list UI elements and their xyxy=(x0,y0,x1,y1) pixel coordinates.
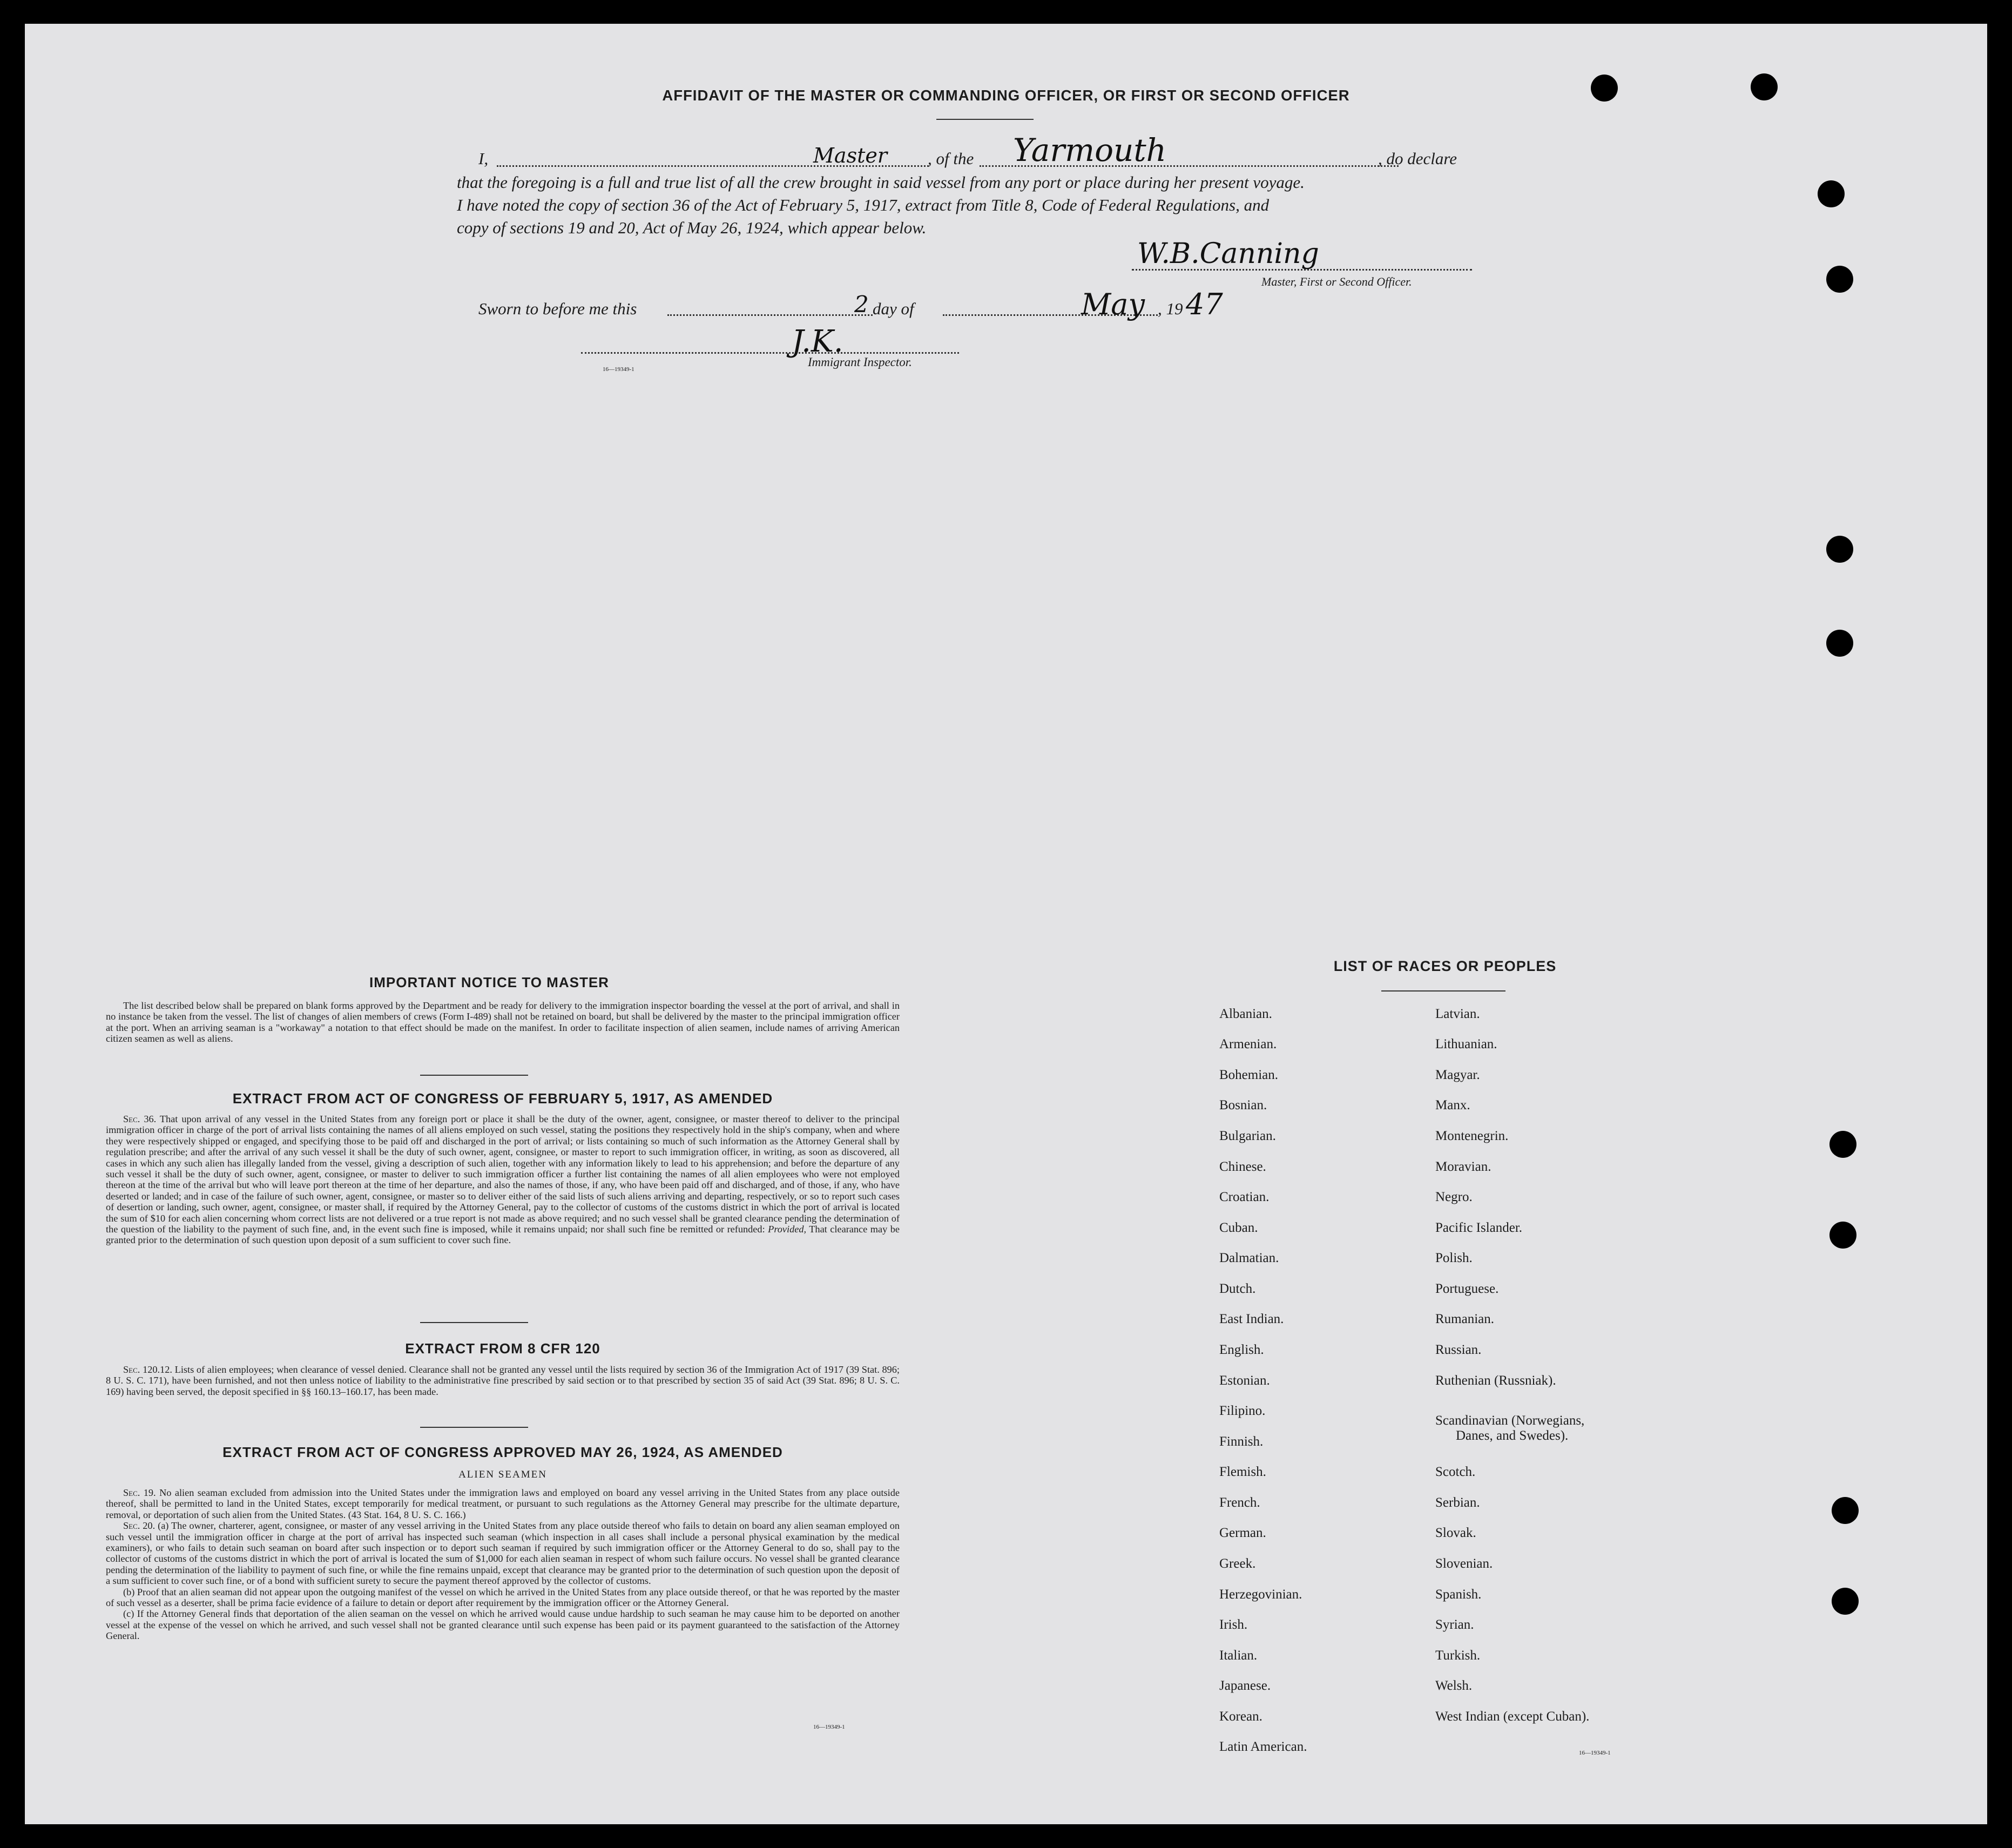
punch-hole xyxy=(1832,1497,1859,1524)
race-item: Ruthenian (Russniak). xyxy=(1435,1373,1556,1388)
race-item: Bulgarian. xyxy=(1219,1129,1276,1143)
filled-month: May xyxy=(1081,287,1145,321)
notice-paragraph: The list described below shall be prepared on blank forms approved by the Department and be ready for delivery to the immigration inspector boarding the vessel at the port of arrival, and shall in no instance be taken from the vessel. The list of changes of alien members of crews (Form I-489) shall not be retained on board, but shall be delivered by the master to the principal immigration officer at the port. When an arriving seaman is a "workaway" a notation to that effect should be made on the manifest. In order to facilitate inspection of alien seamen, include names of arriving American citizen seamen as well as aliens. xyxy=(106,1000,900,1044)
declaration-line-1: that the foregoing is a full and true list of all the crew brought in said vessel from any port or place during her present voyage. xyxy=(457,173,1305,192)
race-item: Manx. xyxy=(1435,1098,1470,1112)
section-19-label: Sec. 19. xyxy=(123,1487,156,1498)
race-item: Russian. xyxy=(1435,1343,1482,1357)
notice-body xyxy=(106,1000,900,1044)
section-20-label: Sec. 20. xyxy=(123,1520,156,1532)
paragraph-c: (c) If the Attorney General finds that deportation of the alien seaman on the vessel on which he arrived would cause undue hardship to such seaman he may cause him to be deported on another vessel at the expense of the vessel on which he arrived, and such vessel shall not be granted clearance until such expense has been paid or its payment guaranteed to the satisfaction of the Attorney General. xyxy=(106,1608,900,1642)
filled-year: 47 xyxy=(1186,287,1223,321)
race-item: Irish. xyxy=(1219,1617,1248,1632)
affidavit-i-label: I, xyxy=(478,149,489,168)
race-item: Lithuanian. xyxy=(1435,1037,1497,1051)
race-item: Flemish. xyxy=(1219,1465,1266,1479)
race-item: Moravian. xyxy=(1435,1159,1491,1174)
race-item: Chinese. xyxy=(1219,1159,1266,1174)
day-line xyxy=(667,314,873,316)
race-item: Korean. xyxy=(1219,1709,1262,1724)
form-number: 16—19349-1 xyxy=(1579,1750,1611,1756)
filled-day: 2 xyxy=(854,291,869,318)
signer-title: Master, First or Second Officer. xyxy=(1261,275,1412,288)
race-item: Polish. xyxy=(1435,1251,1473,1265)
form-number: 16—19349-1 xyxy=(813,1724,845,1730)
section-rule xyxy=(420,1322,528,1323)
form-number: 16—19349-1 xyxy=(603,366,634,373)
declaration-line-2: I have noted the copy of section 36 of the Act of February 5, 1917, extract from Title 8, Code of Federal Regulations, and xyxy=(457,195,1270,214)
race-item: Croatian. xyxy=(1219,1190,1270,1204)
race-item: German. xyxy=(1219,1526,1266,1540)
master-signature: W.B.Canning xyxy=(1137,238,1319,270)
race-item: Cuban. xyxy=(1219,1220,1258,1235)
inspector-signature: J.K. xyxy=(792,324,843,359)
sworn-label: Sworn to before me this xyxy=(478,299,637,318)
race-item: Serbian. xyxy=(1435,1495,1480,1510)
filled-role: Master xyxy=(813,144,887,167)
race-item: East Indian. xyxy=(1219,1312,1284,1326)
race-item: Japanese. xyxy=(1219,1678,1271,1693)
section-20-paragraph xyxy=(106,1520,900,1586)
race-item: Estonian. xyxy=(1219,1373,1270,1388)
race-item: Pacific Islander. xyxy=(1435,1220,1523,1235)
race-item: Latvian. xyxy=(1435,1007,1480,1021)
section-36-text-end: That clearance may be granted prior to the determination of such question upon deposit of a sum sufficient to cover such fine. xyxy=(106,1224,900,1246)
race-item: Turkish. xyxy=(1435,1648,1481,1663)
year-prefix: , 19 xyxy=(1158,299,1183,318)
race-item: West Indian (except Cuban). xyxy=(1435,1709,1590,1724)
declaration-line-3: copy of sections 19 and 20, Act of May 26, 1924, which appear below. xyxy=(457,218,927,237)
paragraph-b: (b) Proof that an alien seaman did not appear upon the outgoing manifest of the vessel on which he arrived in the United States from any place outside thereof, or that he was reported by the master of such vessel as a deserter, shall be prima facie evidence of a failure to detain or deport after requirement by the immigration officer or the Attorney General. xyxy=(106,1586,900,1609)
races-title: LIST OF RACES OR PEOPLES xyxy=(1333,958,1557,974)
race-item: Negro. xyxy=(1435,1190,1473,1204)
race-item: Dalmatian. xyxy=(1219,1251,1279,1265)
race-item: Finnish. xyxy=(1219,1434,1264,1449)
race-item: Filipino. xyxy=(1219,1404,1266,1418)
race-item: French. xyxy=(1219,1495,1260,1510)
race-item: Italian. xyxy=(1219,1648,1258,1663)
provided-word: Provided, xyxy=(768,1224,807,1235)
section-120-text: Lists of alien employees; when clearance of vessel denied. Clearance shall not be granted any vessel until the lists required by section 36 of the Immigration Act of 1917 (39 Stat. 896; 8 U. S. C. 171), have been furnished, and not then unless notice of liability to the administrative fine prescribed by said section or to that prescribed by section 35 of said Act (39 Stat. 896; 8 U. S. C. 169) having been served, the deposit specified in §§ 160.13–160.17, has been made. xyxy=(106,1364,900,1397)
alien-seamen-subtitle: ALIEN SEAMEN xyxy=(458,1469,547,1480)
filled-vessel: Yarmouth xyxy=(1013,132,1167,168)
extract-1917-title: EXTRACT FROM ACT OF CONGRESS OF FEBRUARY 5, 1917, AS AMENDED xyxy=(232,1090,773,1107)
extract-1924-title: EXTRACT FROM ACT OF CONGRESS APPROVED MAY 26, 1924, AS AMENDED xyxy=(222,1444,783,1460)
extract-cfr-title: EXTRACT FROM 8 CFR 120 xyxy=(405,1340,600,1357)
section-36-label: Sec. 36. xyxy=(123,1114,157,1124)
punch-hole xyxy=(1832,1588,1859,1615)
race-item: Montenegrin. xyxy=(1435,1129,1509,1143)
race-item: Scotch. xyxy=(1435,1465,1476,1479)
section-19-text: No alien seaman excluded from admission into the United States under the immigration laws and employed on board any vessel arriving in the United States from any place outside thereof, shall be permitted to land in the United States, except temporarily for medical treatment, or pursuant to such regulations as the Attorney General may prescribe for the ultimate departure, removal, or deportation of such alien from the United States. (43 Stat. 164, 8 U. S. C. 166.) xyxy=(106,1487,900,1520)
affidavit-title: AFFIDAVIT OF THE MASTER OR COMMANDING OFFICER, OR FIRST OR SECOND OFFICER xyxy=(662,87,1350,104)
punch-hole xyxy=(1829,1222,1856,1249)
punch-hole xyxy=(1829,1131,1856,1158)
punch-hole xyxy=(1826,630,1853,657)
section-36-paragraph xyxy=(106,1114,900,1246)
race-item: Danes, and Swedes). xyxy=(1456,1428,1569,1443)
race-item: Latin American. xyxy=(1219,1739,1307,1754)
affidavit-title-rule xyxy=(936,119,1034,120)
do-declare-label: , do declare xyxy=(1378,149,1457,168)
inspector-line xyxy=(581,352,959,354)
race-item: Welsh. xyxy=(1435,1678,1473,1693)
race-item: Bohemian. xyxy=(1219,1068,1279,1082)
section-rule xyxy=(420,1427,528,1428)
punch-hole xyxy=(1826,266,1853,293)
notice-title: IMPORTANT NOTICE TO MASTER xyxy=(369,974,609,990)
section-120-paragraph xyxy=(106,1364,900,1397)
race-item: Greek. xyxy=(1219,1556,1256,1571)
race-item: Herzegovinian. xyxy=(1219,1587,1302,1602)
race-item: Slovak. xyxy=(1435,1526,1476,1540)
race-item: Bosnian. xyxy=(1219,1098,1267,1112)
day-of-label: day of xyxy=(873,299,914,318)
race-item: Spanish. xyxy=(1435,1587,1482,1602)
race-item: Slovenian. xyxy=(1435,1556,1493,1571)
extract-cfr-body xyxy=(106,1364,900,1397)
race-item: English. xyxy=(1219,1343,1264,1357)
extract-1924-body xyxy=(106,1487,900,1642)
race-item: Portuguese. xyxy=(1435,1282,1499,1296)
section-20-text: (a) The owner, charterer, agent, consignee, or master of any vessel arriving in the United States from any place outside thereof who fails to detain on board any alien seaman employed on such vessel until the immigration officer in charge at the port of arrival has inspected such seaman (which inspection in all cases shall include a personal physical examination by the medical examiners), or who fails to detain such seaman on board after such inspection or to deport such seaman if required by such immigration officer or the Attorney General to do so, shall pay to the collector of customs of the customs district in which the port of arrival is located the sum of $1,000 for each alien seaman in respect of whom such failure occurs. No vessel shall be granted clearance pending the determination of the liability to payment of such fine, or while the fine remains unpaid, except that clearance may be granted prior to the determination of such question upon the deposit of a sum sufficient to cover such fine, or of a bond with sufficient surety to secure the payment thereof approved by the collector of customs. xyxy=(106,1520,900,1587)
race-item: Rumanian. xyxy=(1435,1312,1495,1326)
section-rule xyxy=(420,1075,528,1076)
section-120-label: Sec. 120.12. xyxy=(123,1364,172,1375)
race-item: Syrian. xyxy=(1435,1617,1474,1632)
document-page xyxy=(25,24,1987,1824)
section-19-paragraph xyxy=(106,1487,900,1520)
punch-hole xyxy=(1818,180,1845,207)
race-item: Dutch. xyxy=(1219,1282,1256,1296)
races-title-rule xyxy=(1381,990,1505,992)
race-item: Magyar. xyxy=(1435,1068,1480,1082)
punch-hole xyxy=(1826,536,1853,563)
race-item: Armenian. xyxy=(1219,1037,1277,1051)
race-item: Scandinavian (Norwegians, xyxy=(1435,1413,1585,1428)
section-36-text: That upon arrival of any vessel in the United States from any foreign port or place it shall be the duty of the owner, agent, consignee, or master thereof to deliver to the principal immigration officer in charge of the port of arrival lists containing the names of all aliens employed on such vessel, stating the positions they respectively hold in the ship's company, when and where they were respectively shipped or engaged, and specifying those to be paid off and discharged in the port of arrival; or lists containing so much of such information as the Attorney General shall by regulation prescribe; and after the arrival of any such vessel it shall be the duty of such owner, agent, consignee, or master to report to such immigration officer, in writing, as soon as discovered, all cases in which any such alien has illegally landed from the vessel, giving a description of such alien, together with any information likely to lead to his apprehension; and before the departure of any such vessel it shall be the duty of such owner, agent, consignee, or master to deliver to such immigration officer a further list containing the names of all alien employees who were not employed thereon at the time of the arrival but who will leave port thereon at the time of her departure, and also the names of those, if any, who have been paid off and discharged, and of those, if any, who have deserted or landed; and in case of the failure of such owner, agent, consignee, or master so to deliver either of the said lists of such aliens arriving and departing, respectively, or so to report such cases of desertion or landing, such owner, agent, consignee, or master shall, if required by the Attorney General, pay to the collector of customs of the customs district in which the port of arrival is located the sum of $10 for each alien concerning whom correct lists are not delivered or a true report is not made as above required; and no such vessel shall be granted clearance pending the determination of the question of the liability to the payment of such fine, and, in the event such fine is imposed, while it remains unpaid; nor shall such fine be remitted or refunded: xyxy=(106,1114,900,1235)
inspector-title: Immigrant Inspector. xyxy=(808,355,912,369)
race-item: Albanian. xyxy=(1219,1007,1272,1021)
of-the-label: , of the xyxy=(928,149,974,168)
extract-1917-body xyxy=(106,1114,900,1246)
